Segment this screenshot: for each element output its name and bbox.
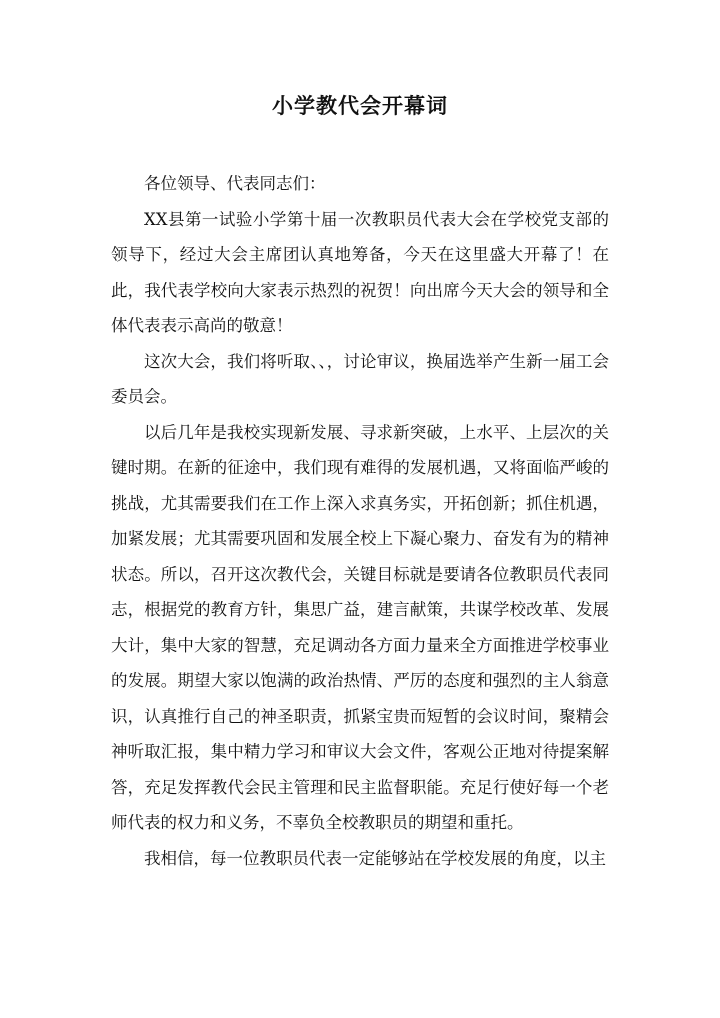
document-body xyxy=(111,166,609,876)
opening-paragraph: XX县第一试验小学第十届一次教职员代表大会在学校党支部的领导下，经过大会主席团认真地筹备，今天在这里盛大开幕了！在此，我代表学校向大家表示热烈的祝贺！向出席今天大会的领导和全体代表表示高尚的敬意！ xyxy=(111,209,609,335)
document-title: 小学教代会开幕词 xyxy=(272,93,448,118)
agenda-paragraph: 这次大会，我们将听取、、，讨论审议，换届选举产生新一届工会委员会。 xyxy=(111,351,609,406)
expectations-paragraph: 以后几年是我校实现新发展、寻求新突破，上水平、上层次的关键时期。在新的征途中，我们现有难得的发展机遇，又将面临严峻的挑战，尤其需要我们在工作上深入求真务实，开拓创新；抓住机遇，加紧发展；尤其需要巩固和发展全校上下凝心聚力、奋发有为的精神状态。所以，召开这次教代会，关键目标就是要请各位教职员代表同志，根据党的教育方针，集思广益，建言献策，共谋学校改革、发展大计，集中大家的智慧，充足调动各方面力量来全方面推进学校事业的发展。期望大家以饱满的政治热情、严厉的态度和强烈的主人翁意识，认真推行自己的神圣职责，抓紧宝贵而短暂的会议时间，聚精会神听取汇报，集中精力学习和审议大会文件，客观公正地对待提案解答，充足发挥教代会民主管理和民主监督职能。充足行使好每一个老师代表的权力和义务，不辜负全校教职员的期望和重托。 xyxy=(111,422,609,832)
closing-paragraph: 我相信，每一位教职员代表一定能够站在学校发展的角度，以主 xyxy=(144,848,606,868)
salutation-paragraph: 各位领导、代表同志们： xyxy=(144,174,326,193)
